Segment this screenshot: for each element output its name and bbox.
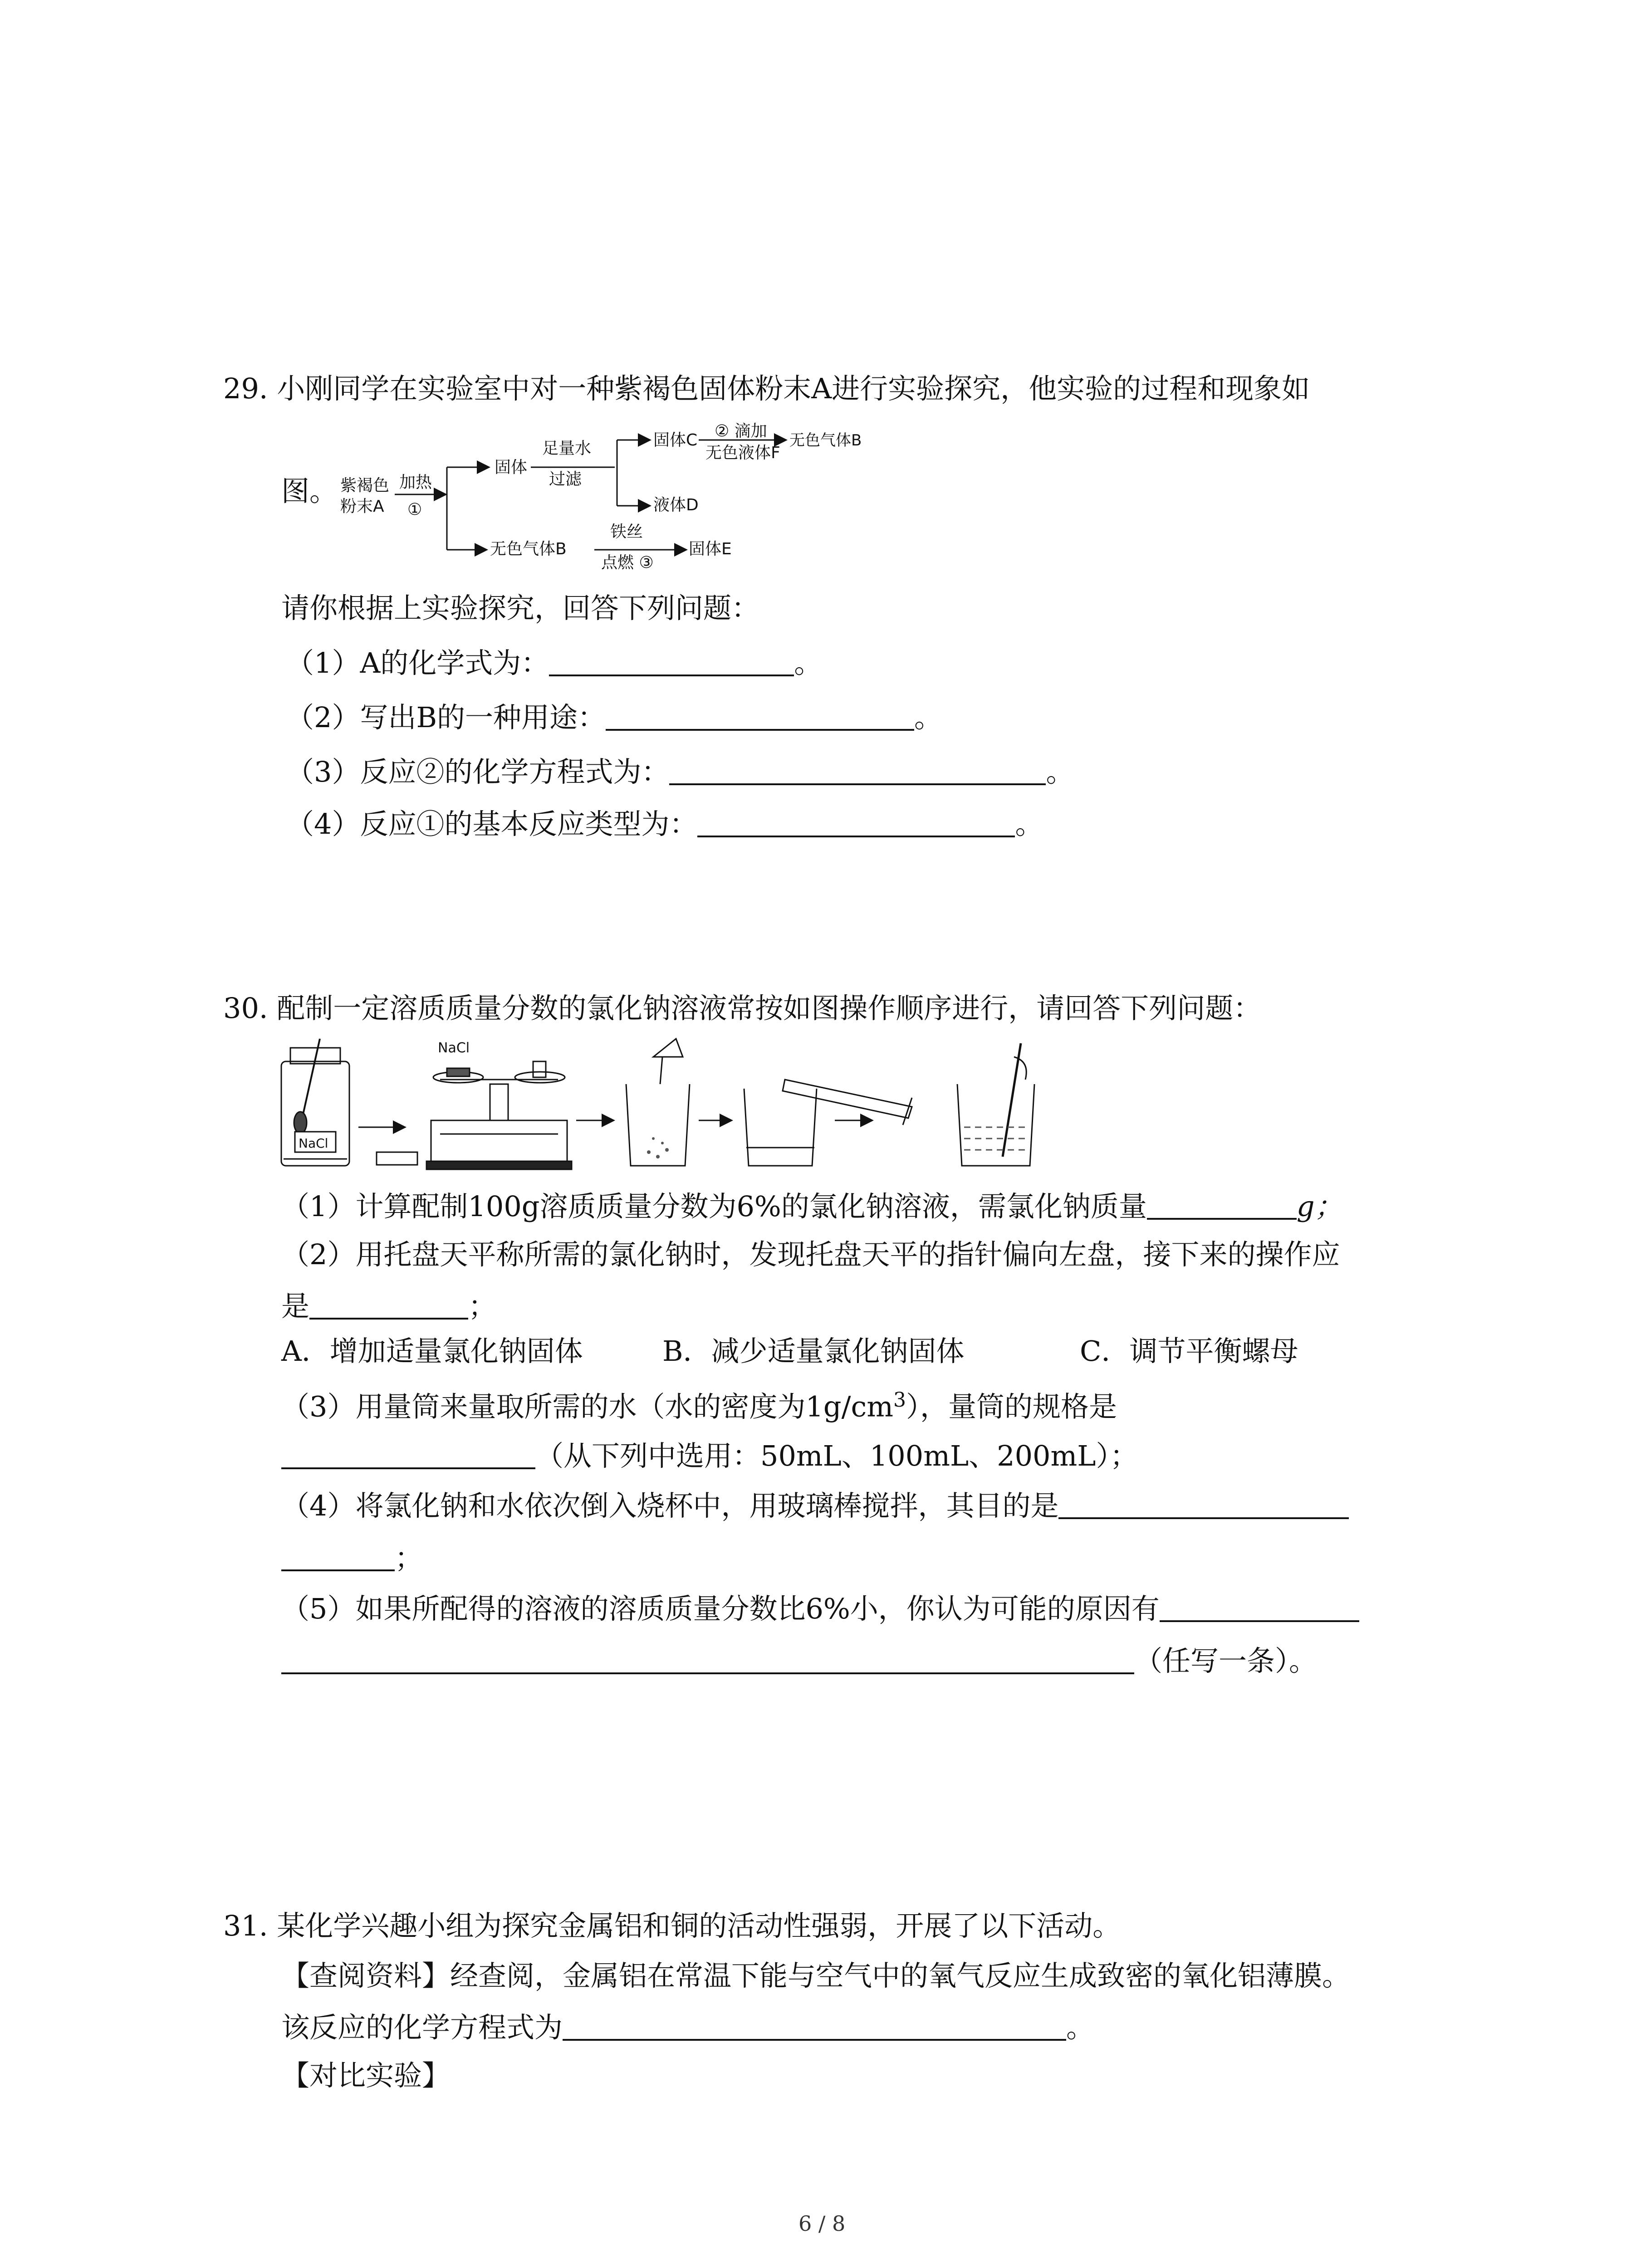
q29-intro: 29. 小刚同学在实验室中对一种紫褐色固体粉末A进行实验探究，他实验的过程和现象如 — [223, 372, 1310, 405]
q30-sub2-end: ； — [468, 1290, 497, 1323]
q30-sub5-line2 — [281, 1645, 1317, 1675]
q30-sub2-blank[interactable] — [309, 1290, 468, 1320]
q31-reference: 【查阅资料】经查阅，金属铝在常温下能与空气中的氧气反应生成致密的氧化铝薄膜。 — [281, 1959, 1351, 1992]
q30-sub4-line2 — [281, 1542, 423, 1572]
diagram-start-line2: 粉末A — [340, 497, 384, 516]
q30-option-c[interactable]: C．调节平衡螺母 — [1080, 1334, 1298, 1368]
bottle-label: NaCl — [299, 1136, 328, 1151]
diagram-solid: 固体 — [495, 458, 528, 477]
q30-sub1-blank[interactable] — [1147, 1191, 1297, 1220]
q30-sub2-shi: 是 — [281, 1290, 310, 1323]
q29-sub1-blank[interactable] — [549, 647, 794, 676]
q29-sub2 — [286, 702, 942, 732]
q31-contrast-heading: 【对比实验】 — [281, 2059, 451, 2092]
diagram-iron-bottom: 点燃 ③ — [601, 553, 654, 572]
diagram-gas-b-top: 无色气体B — [789, 431, 862, 450]
q30-sub3-post: ），量筒的规格是 — [906, 1390, 1117, 1423]
diagram-heat-bottom: ① — [407, 500, 422, 519]
q30-option-a[interactable]: A．增加适量氯化钠固体 — [281, 1334, 583, 1368]
q29-sub4-text: （4）反应①的基本反应类型为： — [286, 807, 698, 841]
q30-option-b[interactable]: B．减少适量氯化钠固体 — [662, 1334, 965, 1368]
q29-sub4-end: 。 — [1015, 807, 1043, 841]
diagram-iron-top: 铁丝 — [610, 523, 643, 541]
diagram-water-top: 足量水 — [542, 439, 592, 458]
balance-label: NaCl — [438, 1040, 470, 1056]
q29-sub1-text: （1）A的化学式为： — [286, 646, 549, 679]
balance-icon — [426, 1061, 572, 1169]
q31-intro: 31. 某化学兴趣小组为探究金属铝和铜的活动性强弱，开展了以下活动。 — [223, 1909, 1121, 1942]
q29-flow-diagram — [336, 422, 862, 572]
q29-tu: 图。 — [281, 474, 338, 508]
diagram-start-line1: 紫褐色 — [340, 476, 390, 495]
diagram-solid-c: 固体C — [653, 431, 698, 450]
q29-sub2-text: （2）写出B的一种用途： — [286, 701, 606, 734]
q29-sub3-end: 。 — [1046, 755, 1074, 788]
q29-sub1-end: 。 — [794, 646, 823, 679]
q29-sub1 — [286, 647, 822, 677]
q30-sub3-blank[interactable] — [281, 1440, 535, 1469]
q30-sub2-line2 — [281, 1290, 497, 1323]
page-number: 6 / 8 — [798, 2211, 846, 2236]
q31-equation-text: 该反应的化学方程式为 — [281, 2011, 563, 2044]
q30-sub3-sup: 3 — [893, 1388, 906, 1412]
q30-sub5-blank2[interactable] — [281, 1645, 1134, 1674]
q30-sub3-text: （3）用量筒来量取所需的水（水的密度为1g/cm — [281, 1390, 893, 1423]
q29-sub2-end: 。 — [914, 701, 943, 734]
q30-sub1-text: （1）计算配制100g溶质质量分数为6%的氯化钠溶液，需氯化钠质量 — [281, 1190, 1147, 1223]
q31-equation-blank[interactable] — [563, 2012, 1066, 2041]
q30-sub4-end: ； — [395, 1541, 423, 1574]
q30-intro: 30. 配制一定溶质质量分数的氯化钠溶液常按如图操作顺序进行，请回答下列问题： — [223, 992, 1262, 1025]
diagram-liquid-d: 液体D — [653, 496, 699, 514]
q29-sub3-text: （3）反应②的化学方程式为： — [286, 755, 670, 788]
q29-sub4-blank[interactable] — [697, 808, 1015, 837]
q30-sub5-blank1[interactable] — [1160, 1593, 1359, 1622]
q30-sub3-line1 — [281, 1390, 1117, 1421]
q30-sub4-blank2[interactable] — [281, 1542, 395, 1571]
q29-sub3 — [286, 756, 1074, 786]
q29-sub4 — [286, 807, 1043, 841]
q30-procedure-figure — [277, 1030, 1121, 1179]
diagram-heat-top: 加热 — [399, 473, 432, 492]
q30-sub4-line1 — [281, 1490, 1349, 1520]
q30-sub5-end: （任写一条）。 — [1134, 1644, 1318, 1677]
q30-sub5-line1 — [281, 1593, 1359, 1623]
q30-sub2-line1: （2）用托盘天平称所需的氯化钠时，发现托盘天平的指针偏向左盘，接下来的操作应 — [281, 1238, 1340, 1271]
q30-sub3-options: （从下列中选用：50mL、100mL、200mL）； — [535, 1439, 1138, 1472]
diagram-water-bottom: 过滤 — [549, 470, 582, 489]
q31-equation — [281, 2012, 1094, 2042]
q30-sub1-unit: g； — [1296, 1190, 1343, 1223]
diagram-solid-e: 固体E — [689, 540, 732, 558]
diagram-add-bottom: 无色液体F — [705, 444, 780, 462]
q30-sub4-blank1[interactable] — [1058, 1490, 1349, 1519]
q29-sub2-blank[interactable] — [606, 702, 914, 731]
q29-sub3-blank[interactable] — [669, 756, 1046, 785]
beaker-icon — [626, 1039, 690, 1166]
stirring-beaker-icon — [957, 1043, 1034, 1166]
bottle-stopper — [377, 1152, 417, 1165]
diagram-gas-b: 无色气体B — [490, 540, 567, 558]
measuring-cylinder-icon — [744, 1080, 912, 1166]
q29-ask: 请你根据上实验探究，回答下列问题： — [281, 591, 760, 625]
q31-equation-end: 。 — [1066, 2011, 1095, 2044]
q30-sub5-text: （5）如果所配得的溶液的溶质质量分数比6%小，你认为可能的原因有 — [281, 1592, 1160, 1625]
q30-sub4-text: （4）将氯化钠和水依次倒入烧杯中，用玻璃棒搅拌，其目的是 — [281, 1489, 1059, 1522]
diagram-add-top: ② 滴加 — [715, 422, 767, 440]
q30-sub1 — [281, 1191, 1343, 1221]
q30-sub3-line2 — [281, 1440, 1138, 1470]
